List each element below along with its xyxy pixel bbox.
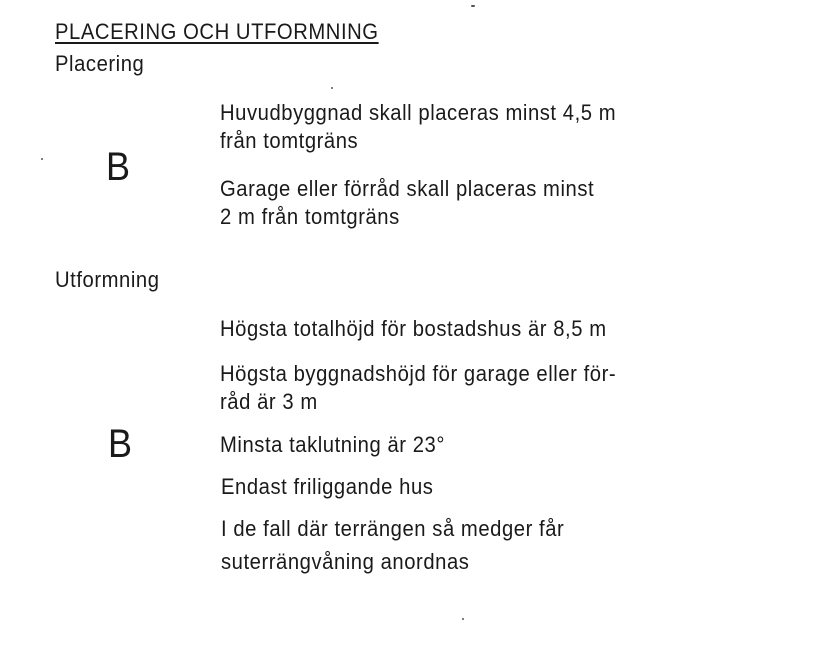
- subheading-utformning: Utformning: [55, 267, 160, 292]
- rule-line: råd är 3 m: [220, 389, 318, 414]
- section-heading: PLACERING OCH UTFORMNING: [55, 19, 379, 44]
- rule-line: Huvudbyggnad skall placeras minst 4,5 m: [220, 100, 617, 125]
- rule-line: suterrängvåning anordnas: [221, 549, 470, 574]
- zone-marker-b: B: [108, 422, 133, 466]
- zone-marker-b: B: [106, 145, 131, 189]
- scan-speck: [41, 158, 43, 160]
- subheading-placering: Placering: [55, 51, 145, 76]
- rule-line: 2 m från tomtgräns: [220, 204, 400, 229]
- rule-line: Endast friliggande hus: [221, 474, 434, 499]
- rule-line: I de fall där terrängen så medger får: [221, 516, 565, 541]
- scan-speck: [462, 618, 464, 620]
- rule-line: Högsta byggnadshöjd för garage eller för-: [220, 361, 617, 386]
- scan-speck: [471, 5, 475, 7]
- rule-line: Garage eller förråd skall placeras minst: [220, 176, 595, 201]
- rule-line: Minsta taklutning är 23°: [220, 432, 445, 457]
- rule-line: Högsta totalhöjd för bostadshus är 8,5 m: [220, 316, 607, 341]
- scan-speck: [331, 87, 333, 89]
- rule-line: från tomtgräns: [220, 128, 359, 153]
